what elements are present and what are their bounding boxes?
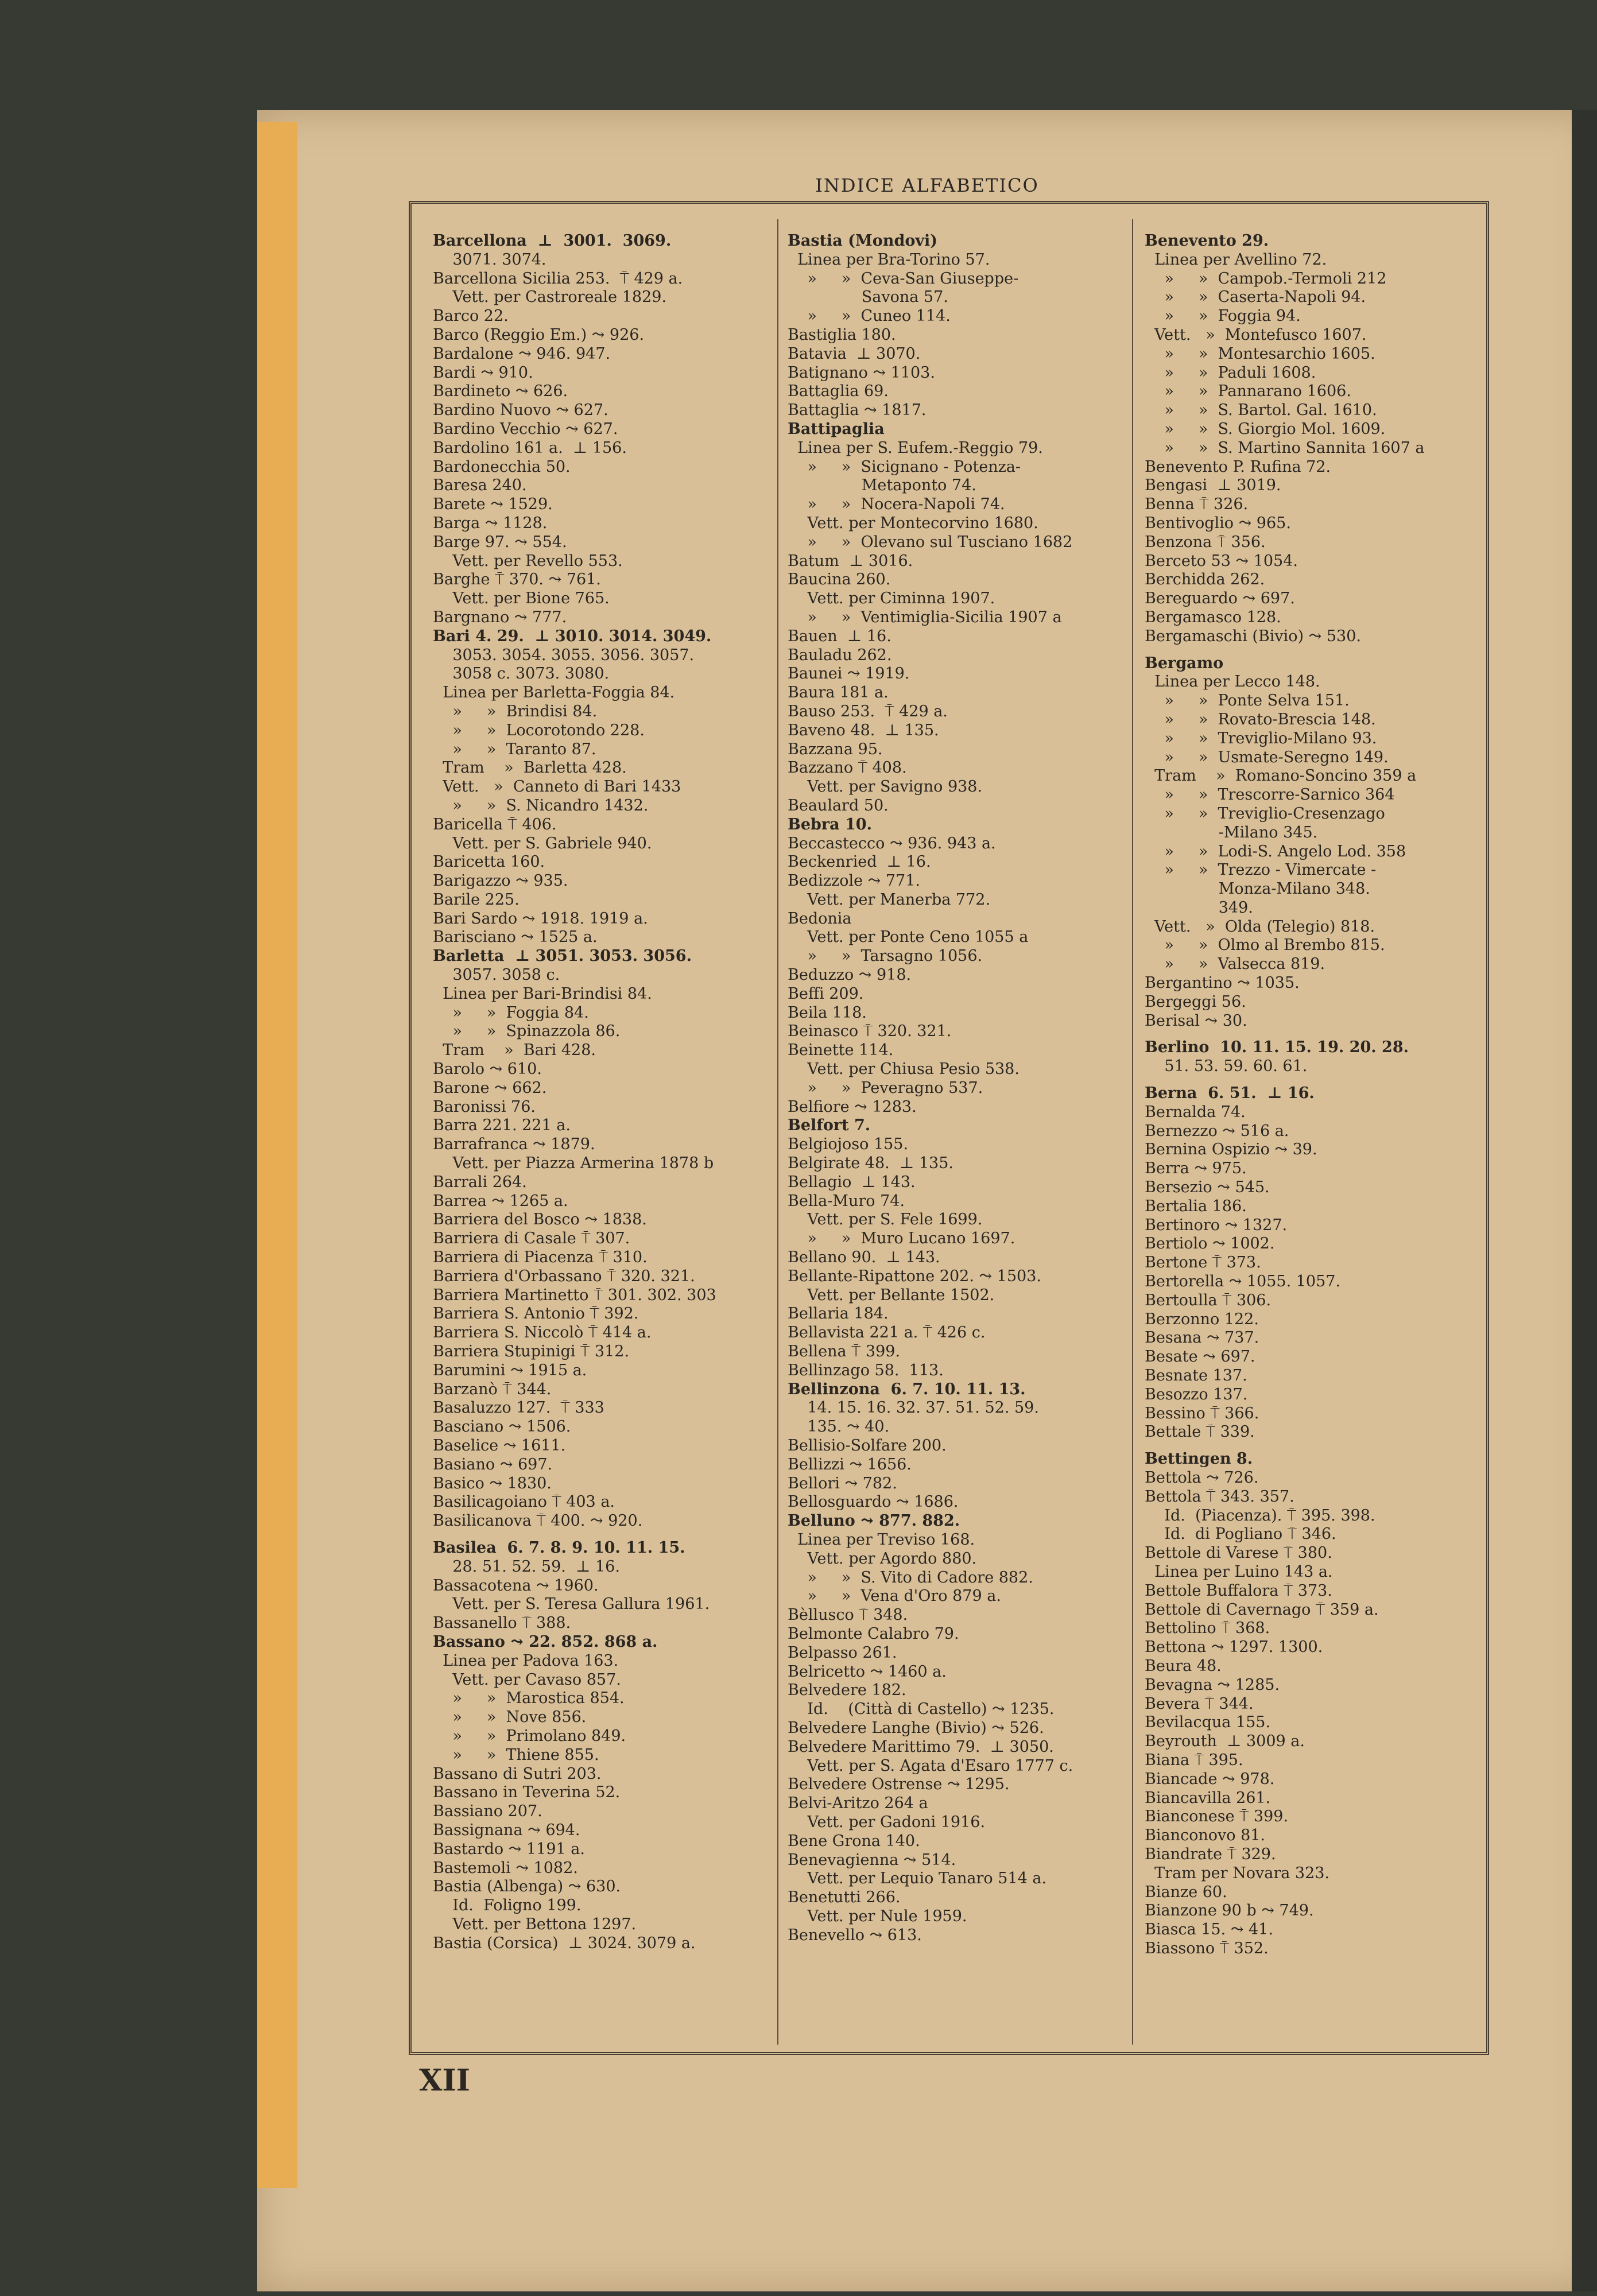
index-entry: Vett. per Nule 1959. bbox=[788, 1907, 967, 1925]
index-entry: » » Pannarano 1606. bbox=[1145, 382, 1351, 401]
index-entry: Bettale ⍑ 339. bbox=[1145, 1423, 1255, 1441]
index-heading-entry: Bellinzona 6. 7. 10. 11. 13. bbox=[788, 1380, 1026, 1398]
index-entry: Belfiore ⤳ 1283. bbox=[788, 1097, 917, 1116]
index-heading-entry: Belfort 7. bbox=[788, 1116, 871, 1135]
index-entry: Linea per Lecco 148. bbox=[1145, 673, 1320, 691]
index-entry: Barriera S. Niccolò ⍑ 414 a. bbox=[433, 1324, 652, 1342]
index-entry: Berzonno 122. bbox=[1145, 1310, 1259, 1328]
index-entry: Linea per Barletta-Foggia 84. bbox=[433, 684, 675, 702]
index-entry: Linea per Luino 143 a. bbox=[1145, 1562, 1333, 1581]
index-heading-entry: Benevento 29. bbox=[1145, 232, 1269, 250]
index-entry: » » Montesarchio 1605. bbox=[1145, 344, 1375, 363]
index-entry: Bellagio ⊥ 143. bbox=[788, 1173, 916, 1191]
index-heading-entry: Bebra 10. bbox=[788, 815, 872, 833]
index-entry: Vett. per Castroreale 1829. bbox=[433, 288, 667, 307]
index-entry: Vett. per Cavaso 857. bbox=[433, 1670, 621, 1689]
index-entry: Linea per Treviso 168. bbox=[788, 1530, 975, 1549]
index-entry: Belgiojoso 155. bbox=[788, 1135, 909, 1154]
index-entry: Basciano ⤳ 1506. bbox=[433, 1418, 571, 1436]
index-heading-entry: Basilea 6. 7. 8. 9. 10. 11. 15. bbox=[433, 1538, 685, 1557]
index-entry: Bastia (Corsica) ⊥ 3024. 3079 a. bbox=[433, 1934, 696, 1952]
index-entry: Bellinzago 58. 113. bbox=[788, 1361, 944, 1379]
index-entry: Bettolino ⍑ 368. bbox=[1145, 1619, 1270, 1638]
index-entry: Vett. per Piazza Armerina 1878 b bbox=[433, 1154, 714, 1173]
index-entry: Bevagna ⤳ 1285. bbox=[1145, 1676, 1280, 1694]
index-entry: Vett. » Olda (Telegio) 818. bbox=[1145, 917, 1375, 936]
index-entry: » » Ceva-San Giuseppe- bbox=[788, 269, 1019, 288]
index-entry: Bellosguardo ⤳ 1686. bbox=[788, 1493, 959, 1511]
index-entry: Vett. per S. Gabriele 940. bbox=[433, 834, 652, 852]
index-entry: Bevera ⍑ 344. bbox=[1145, 1694, 1254, 1713]
index-column-1 bbox=[433, 232, 766, 2040]
index-entry: Basico ⤳ 1830. bbox=[433, 1474, 552, 1492]
index-entry: 349. bbox=[1145, 898, 1253, 917]
index-entry: Battaglia 69. bbox=[788, 382, 889, 401]
index-entry: Bardino Nuovo ⤳ 627. bbox=[433, 401, 608, 420]
index-entry: Bene Grona 140. bbox=[788, 1832, 920, 1850]
index-entry: » » Ventimiglia-Sicilia 1907 a bbox=[788, 608, 1062, 626]
index-entry: Bettola ⍑ 343. 357. bbox=[1145, 1487, 1294, 1506]
index-entry: Bertalia 186. bbox=[1145, 1197, 1247, 1215]
index-entry: Bertinoro ⤳ 1327. bbox=[1145, 1216, 1288, 1234]
index-entry: » » Ponte Selva 151. bbox=[1145, 692, 1350, 710]
index-entry: Baresa 240. bbox=[433, 476, 527, 495]
index-entry: 3053. 3054. 3055. 3056. 3057. bbox=[433, 646, 695, 664]
index-entry: Bianze 60. bbox=[1145, 1883, 1227, 1901]
index-entry: Beinette 114. bbox=[788, 1041, 894, 1060]
index-entry: Barrali 264. bbox=[433, 1173, 527, 1191]
index-entry: Tram » Romano-Soncino 359 a bbox=[1145, 767, 1417, 785]
index-entry: Bassano di Sutri 203. bbox=[433, 1764, 602, 1783]
index-heading-entry: Bergamo bbox=[1145, 654, 1224, 672]
entry-gap bbox=[1145, 1442, 1483, 1450]
index-entry: Barge 97. ⤳ 554. bbox=[433, 533, 567, 551]
index-entry: Benevento P. Rufina 72. bbox=[1145, 457, 1331, 476]
index-entry: Barriera d'Orbassano ⍑ 320. 321. bbox=[433, 1267, 695, 1285]
index-entry: Bereguardo ⤳ 697. bbox=[1145, 589, 1295, 608]
index-entry: Benna ⍑ 326. bbox=[1145, 495, 1249, 514]
index-entry: » » Tarsagno 1056. bbox=[788, 947, 983, 965]
index-entry: 14. 15. 16. 32. 37. 51. 52. 59. bbox=[788, 1399, 1039, 1417]
index-entry: Barriera di Casale ⍑ 307. bbox=[433, 1230, 630, 1248]
index-entry: Vett. per Revello 553. bbox=[433, 552, 623, 570]
index-entry: Bardolino 161 a. ⊥ 156. bbox=[433, 439, 627, 457]
index-entry: » » Brindisi 84. bbox=[433, 702, 598, 720]
index-entry: Barzanò ⍑ 344. bbox=[433, 1380, 552, 1398]
index-entry: Bianzone 90 b ⤳ 749. bbox=[1145, 1902, 1314, 1920]
index-entry: Bardonecchia 50. bbox=[433, 457, 571, 476]
index-entry: Bergeggi 56. bbox=[1145, 992, 1246, 1011]
index-entry: Bergantino ⤳ 1035. bbox=[1145, 974, 1300, 992]
index-entry: Bellori ⤳ 782. bbox=[788, 1474, 897, 1492]
index-heading-entry: Belluno ⤳ 877. 882. bbox=[788, 1512, 960, 1530]
index-entry: » » S. Bartol. Gal. 1610. bbox=[1145, 401, 1377, 420]
index-entry: Bardi ⤳ 910. bbox=[433, 363, 533, 382]
index-entry: » » Usmate-Seregno 149. bbox=[1145, 748, 1389, 766]
index-entry: Belpasso 261. bbox=[788, 1643, 897, 1662]
index-entry: 3057. 3058 c. bbox=[433, 966, 560, 984]
index-entry: Batum ⊥ 3016. bbox=[788, 552, 913, 570]
index-entry: Bauladu 262. bbox=[788, 646, 892, 664]
index-entry: Bellano 90. ⊥ 143. bbox=[788, 1248, 940, 1267]
index-entry: Vett. per Ciminna 1907. bbox=[788, 589, 995, 608]
index-entry: Barrea ⤳ 1265 a. bbox=[433, 1192, 568, 1210]
index-entry: Bellaria 184. bbox=[788, 1305, 889, 1323]
index-entry: Bevilacqua 155. bbox=[1145, 1713, 1271, 1732]
index-entry: Barigazzo ⤳ 935. bbox=[433, 872, 568, 890]
index-heading-entry: Bari 4. 29. ⊥ 3010. 3014. 3049. bbox=[433, 627, 712, 645]
index-entry: » » Caserta-Napoli 94. bbox=[1145, 288, 1366, 307]
index-entry: » » Lodi-S. Angelo Lod. 358 bbox=[1145, 842, 1406, 860]
index-entry: Id. (Città di Castello) ⤳ 1235. bbox=[788, 1700, 1055, 1719]
index-entry: Bellante-Ripattone 202. ⤳ 1503. bbox=[788, 1267, 1041, 1285]
index-entry: Baura 181 a. bbox=[788, 684, 889, 702]
index-entry: Bersezio ⤳ 545. bbox=[1145, 1178, 1270, 1197]
column-divider bbox=[1132, 219, 1133, 2045]
index-entry: Bella-Muro 74. bbox=[788, 1192, 905, 1210]
book-page bbox=[257, 110, 1597, 2291]
index-entry: Linea per Bra-Torino 57. bbox=[788, 250, 990, 269]
page-edge-strip bbox=[257, 122, 297, 2188]
index-entry: Tram » Barletta 428. bbox=[433, 759, 627, 777]
index-entry: Biancade ⤳ 978. bbox=[1145, 1770, 1275, 1788]
index-entry: » » Campob.-Termoli 212 bbox=[1145, 269, 1387, 288]
index-entry: Monza-Milano 348. bbox=[1145, 880, 1370, 898]
index-entry: » » Cuneo 114. bbox=[788, 307, 951, 325]
index-entry: Berra ⤳ 975. bbox=[1145, 1159, 1247, 1178]
index-entry: Basaluzzo 127. ⍑ 333 bbox=[433, 1399, 604, 1417]
index-entry: Berisal ⤳ 30. bbox=[1145, 1011, 1247, 1030]
index-entry: Bertone ⍑ 373. bbox=[1145, 1254, 1261, 1272]
index-entry: Id. (Piacenza). ⍑ 395. 398. bbox=[1145, 1506, 1375, 1525]
index-entry: » » S. Nicandro 1432. bbox=[433, 796, 649, 815]
index-entry: Belvi-Aritzo 264 a bbox=[788, 1794, 928, 1813]
index-entry: Baricetta 160. bbox=[433, 853, 545, 871]
index-entry: Barete ⤳ 1529. bbox=[433, 495, 553, 514]
index-entry: Barghe ⍑ 370. ⤳ 761. bbox=[433, 571, 601, 589]
index-entry: Bettole di Varese ⍑ 380. bbox=[1145, 1544, 1332, 1562]
index-entry: Vett. per Montecorvino 1680. bbox=[788, 514, 1038, 532]
index-entry: Barriera di Piacenza ⍑ 310. bbox=[433, 1248, 648, 1267]
index-entry: » » Taranto 87. bbox=[433, 740, 596, 758]
index-entry: Vett. » Canneto di Bari 1433 bbox=[433, 778, 681, 796]
index-entry: » » S. Vito di Cadore 882. bbox=[788, 1568, 1033, 1587]
index-entry: Belvedere Marittimo 79. ⊥ 3050. bbox=[788, 1737, 1054, 1756]
index-entry: » » Vena d'Oro 879 a. bbox=[788, 1587, 1001, 1605]
index-entry: Belvedere Langhe (Bivio) ⤳ 526. bbox=[788, 1719, 1044, 1737]
index-entry: Vett. per Lequio Tanaro 514 a. bbox=[788, 1870, 1047, 1888]
index-entry: Barolo ⤳ 610. bbox=[433, 1060, 542, 1079]
index-entry: Bauen ⊥ 16. bbox=[788, 627, 891, 645]
index-entry: Id. di Pogliano ⍑ 346. bbox=[1145, 1525, 1336, 1543]
index-entry: Belgirate 48. ⊥ 135. bbox=[788, 1154, 953, 1173]
index-entry: » » Valsecca 819. bbox=[1145, 955, 1325, 974]
index-entry: Biancavilla 261. bbox=[1145, 1789, 1271, 1807]
index-entry: Beccastecco ⤳ 936. 943 a. bbox=[788, 834, 996, 852]
index-entry: Batignano ⤳ 1103. bbox=[788, 363, 935, 382]
index-entry: Linea per Avellino 72. bbox=[1145, 250, 1327, 269]
index-entry: Barumini ⤳ 1915 a. bbox=[433, 1361, 587, 1379]
index-entry: Baselice ⤳ 1611. bbox=[433, 1437, 566, 1455]
index-entry: Battaglia ⤳ 1817. bbox=[788, 401, 927, 420]
entry-gap bbox=[1145, 646, 1483, 654]
index-entry: Barriera Martinetto ⍑ 301. 302. 303 bbox=[433, 1286, 716, 1304]
index-entry: Linea per S. Eufem.-Reggio 79. bbox=[788, 439, 1043, 457]
index-entry: Besate ⤳ 697. bbox=[1145, 1348, 1255, 1366]
index-entry: Benetutti 266. bbox=[788, 1888, 901, 1907]
index-entry: Benevagienna ⤳ 514. bbox=[788, 1851, 956, 1869]
index-entry: » » Paduli 1608. bbox=[1145, 363, 1316, 382]
index-entry: Bassanello ⍑ 388. bbox=[433, 1614, 571, 1632]
index-entry: Benzona ⍑ 356. bbox=[1145, 533, 1266, 551]
index-entry: Bengasi ⊥ 3019. bbox=[1145, 476, 1281, 495]
index-entry: Bargnano ⤳ 777. bbox=[433, 608, 567, 626]
index-entry: » » Muro Lucano 1697. bbox=[788, 1230, 1015, 1248]
index-entry: Belricetto ⤳ 1460 a. bbox=[788, 1662, 947, 1681]
index-entry: Id. Foligno 199. bbox=[433, 1896, 582, 1915]
entry-gap bbox=[1145, 1030, 1483, 1038]
index-entry: Biassono ⍑ 352. bbox=[1145, 1939, 1269, 1957]
index-entry: Bastia (Albenga) ⤳ 630. bbox=[433, 1878, 621, 1896]
index-entry: Biandrate ⍑ 329. bbox=[1145, 1845, 1276, 1863]
index-entry: Bèllusco ⍑ 348. bbox=[788, 1606, 908, 1624]
index-entry: » » Marostica 854. bbox=[433, 1689, 625, 1708]
index-heading-entry: Barcellona ⊥ 3001. 3069. bbox=[433, 232, 672, 250]
index-entry: Barra 221. 221 a. bbox=[433, 1116, 571, 1135]
index-entry: Barile 225. bbox=[433, 890, 520, 909]
index-entry: Bergamaschi (Bivio) ⤳ 530. bbox=[1145, 627, 1361, 645]
index-entry: Barrafranca ⤳ 1879. bbox=[433, 1135, 595, 1154]
index-entry: Beffi 209. bbox=[788, 984, 864, 1003]
index-entry: Basiano ⤳ 697. bbox=[433, 1455, 553, 1473]
index-entry: Basilicagoiano ⍑ 403 a. bbox=[433, 1493, 615, 1511]
index-entry: » » Thiene 855. bbox=[433, 1746, 599, 1764]
index-entry: Bassano in Teverina 52. bbox=[433, 1783, 621, 1802]
index-entry: Vett. per Savigno 938. bbox=[788, 778, 983, 796]
index-entry: Bardalone ⤳ 946. 947. bbox=[433, 344, 611, 363]
index-entry: Bellavista 221 a. ⍑ 426 c. bbox=[788, 1324, 986, 1342]
index-entry: Besnate 137. bbox=[1145, 1367, 1247, 1385]
index-entry: Bardino Vecchio ⤳ 627. bbox=[433, 420, 618, 438]
index-entry: Bedizzole ⤳ 771. bbox=[788, 872, 920, 890]
index-entry: Belvedere Ostrense ⤳ 1295. bbox=[788, 1775, 1010, 1794]
index-entry: Bastardo ⤳ 1191 a. bbox=[433, 1840, 585, 1858]
index-entry: Linea per Bari-Brindisi 84. bbox=[433, 984, 652, 1003]
index-entry: Barcellona Sicilia 253. ⍑ 429 a. bbox=[433, 269, 683, 288]
index-entry: Tram » Bari 428. bbox=[433, 1041, 596, 1060]
index-entry: Linea per Padova 163. bbox=[433, 1651, 619, 1670]
index-entry: Barco 22. bbox=[433, 307, 509, 325]
index-entry: » » Locorotondo 228. bbox=[433, 721, 645, 739]
entry-gap bbox=[1145, 1076, 1483, 1084]
index-entry: Bazzana 95. bbox=[788, 740, 883, 758]
index-entry: » » S. Giorgio Mol. 1609. bbox=[1145, 420, 1386, 438]
index-entry: 28. 51. 52. 59. ⊥ 16. bbox=[433, 1557, 620, 1576]
index-heading-entry: Berlino 10. 11. 15. 19. 20. 28. bbox=[1145, 1038, 1409, 1057]
index-entry: Vett. per Bione 765. bbox=[433, 589, 610, 608]
index-entry: Bianconovo 81. bbox=[1145, 1826, 1266, 1845]
index-entry: Bari Sardo ⤳ 1918. 1919 a. bbox=[433, 909, 648, 928]
index-entry: Beaulard 50. bbox=[788, 796, 889, 815]
index-entry: Berceto 53 ⤳ 1054. bbox=[1145, 552, 1298, 570]
index-heading-entry: Bettingen 8. bbox=[1145, 1450, 1253, 1468]
index-entry: Bernezzo ⤳ 516 a. bbox=[1145, 1122, 1289, 1140]
index-entry: Bertorella ⤳ 1055. 1057. bbox=[1145, 1273, 1341, 1291]
index-entry: » » Olmo al Brembo 815. bbox=[1145, 936, 1385, 955]
index-entry: Savona 57. bbox=[788, 288, 948, 307]
index-entry: Baveno 48. ⊥ 135. bbox=[788, 721, 939, 739]
index-heading-entry: Barletta ⊥ 3051. 3053. 3056. bbox=[433, 947, 692, 965]
index-entry: Baricella ⍑ 406. bbox=[433, 815, 557, 833]
index-entry: Vett. » Montefusco 1607. bbox=[1145, 325, 1367, 344]
index-entry: Baronissi 76. bbox=[433, 1097, 536, 1116]
index-entry: Bettole di Cavernago ⍑ 359 a. bbox=[1145, 1600, 1379, 1619]
index-entry: » » Trescorre-Sarnico 364 bbox=[1145, 786, 1395, 804]
index-entry: Benevello ⤳ 613. bbox=[788, 1926, 922, 1944]
index-heading-entry: Berna 6. 51. ⊥ 16. bbox=[1145, 1084, 1315, 1103]
index-entry: Bassacotena ⤳ 1960. bbox=[433, 1576, 599, 1595]
index-entry: Beinasco ⍑ 320. 321. bbox=[788, 1022, 952, 1041]
index-entry: » » Rovato-Brescia 148. bbox=[1145, 710, 1376, 728]
page-header: INDICE ALFABETICO bbox=[815, 174, 1039, 196]
index-entry: Belmonte Calabro 79. bbox=[788, 1624, 959, 1643]
entry-gap bbox=[433, 1531, 766, 1539]
index-entry: » » Olevano sul Tusciano 1682 bbox=[788, 533, 1073, 551]
index-entry: Barco (Reggio Em.) ⤳ 926. bbox=[433, 325, 645, 344]
index-entry: Vett. per S. Teresa Gallura 1961. bbox=[433, 1595, 710, 1614]
page-right-shadow bbox=[1572, 110, 1597, 2291]
index-entry: Barga ⤳ 1128. bbox=[433, 514, 548, 532]
index-entry: Barriera del Bosco ⤳ 1838. bbox=[433, 1211, 647, 1229]
index-entry: Bernina Ospizio ⤳ 39. bbox=[1145, 1141, 1317, 1159]
index-entry: Barisciano ⤳ 1525 a. bbox=[433, 928, 598, 947]
index-entry: Tram per Novara 323. bbox=[1145, 1864, 1330, 1882]
index-entry: Beyrouth ⊥ 3009 a. bbox=[1145, 1732, 1305, 1751]
index-entry: Besana ⤳ 737. bbox=[1145, 1329, 1259, 1347]
index-entry: 51. 53. 59. 60. 61. bbox=[1145, 1057, 1308, 1076]
index-entry: Bettole Buffalora ⍑ 373. bbox=[1145, 1581, 1332, 1600]
index-entry: Berchidda 262. bbox=[1145, 571, 1265, 589]
index-entry: Bastemoli ⤳ 1082. bbox=[433, 1859, 578, 1877]
index-entry: » » Peveragno 537. bbox=[788, 1079, 983, 1097]
index-column-3 bbox=[1145, 232, 1483, 2040]
index-entry: Beckenried ⊥ 16. bbox=[788, 853, 931, 871]
index-entry: Vett. per Manerba 772. bbox=[788, 890, 991, 909]
index-entry: Bergamasco 128. bbox=[1145, 608, 1281, 626]
page-number: XII bbox=[419, 2063, 470, 2098]
index-entry: » » S. Martino Sannita 1607 a bbox=[1145, 439, 1425, 457]
index-entry: Belvedere 182. bbox=[788, 1681, 906, 1700]
index-entry: Bettona ⤳ 1297. 1300. bbox=[1145, 1638, 1323, 1657]
index-heading-entry: Battipaglia bbox=[788, 420, 885, 438]
index-entry: Beduzzo ⤳ 918. bbox=[788, 966, 912, 984]
index-entry: » » Treviglio-Cresenzago bbox=[1145, 804, 1385, 823]
index-entry: Beura 48. bbox=[1145, 1657, 1222, 1675]
index-entry: Bazzano ⍑ 408. bbox=[788, 759, 907, 777]
index-entry: Bassignana ⤳ 694. bbox=[433, 1821, 580, 1839]
index-entry: Besozzo 137. bbox=[1145, 1385, 1248, 1403]
index-entry: Biasca 15. ⤳ 41. bbox=[1145, 1921, 1273, 1939]
index-entry: Beila 118. bbox=[788, 1003, 867, 1022]
index-entry: -Milano 345. bbox=[1145, 823, 1318, 841]
index-entry: Bertiolo ⤳ 1002. bbox=[1145, 1235, 1275, 1253]
index-entry: Vett. per Agordo 880. bbox=[788, 1549, 977, 1568]
index-entry: » » Nove 856. bbox=[433, 1708, 587, 1727]
index-entry: Vett. per S. Agata d'Esaro 1777 c. bbox=[788, 1756, 1073, 1775]
index-entry: Bellizzi ⤳ 1656. bbox=[788, 1455, 912, 1473]
index-entry: Batavia ⊥ 3070. bbox=[788, 344, 921, 363]
index-entry: Bianconese ⍑ 399. bbox=[1145, 1808, 1289, 1826]
index-entry: Bentivoglio ⤳ 965. bbox=[1145, 514, 1291, 532]
index-heading-entry: Bassano ⤳ 22. 852. 868 a. bbox=[433, 1632, 658, 1651]
index-entry: Barriera S. Antonio ⍑ 392. bbox=[433, 1305, 639, 1323]
index-entry: » » Foggia 94. bbox=[1145, 307, 1301, 325]
index-entry: Vett. per Bellante 1502. bbox=[788, 1286, 995, 1304]
index-entry: Bauso 253. ⍑ 429 a. bbox=[788, 702, 948, 720]
index-entry: Metaponto 74. bbox=[788, 476, 976, 495]
index-entry: Bessino ⍑ 366. bbox=[1145, 1404, 1259, 1422]
index-entry: Bassiano 207. bbox=[433, 1802, 542, 1821]
index-entry: Basilicanova ⍑ 400. ⤳ 920. bbox=[433, 1512, 643, 1530]
index-entry: Bertoulla ⍑ 306. bbox=[1145, 1291, 1272, 1309]
index-entry: Bellena ⍑ 399. bbox=[788, 1343, 901, 1361]
index-entry: » » Sicignano - Potenza- bbox=[788, 457, 1021, 476]
index-entry: Bernalda 74. bbox=[1145, 1103, 1246, 1121]
index-entry: Baucina 260. bbox=[788, 571, 891, 589]
index-entry: Biana ⍑ 395. bbox=[1145, 1751, 1243, 1769]
index-entry: Bedonia bbox=[788, 909, 852, 928]
index-entry: » » Spinazzola 86. bbox=[433, 1022, 621, 1041]
index-entry: Bettola ⤳ 726. bbox=[1145, 1469, 1259, 1487]
index-entry: Vett. per S. Fele 1699. bbox=[788, 1211, 983, 1229]
index-entry: Barriera Stupinigi ⍑ 312. bbox=[433, 1343, 630, 1361]
index-entry: Barone ⤳ 662. bbox=[433, 1079, 547, 1097]
index-entry: Baunei ⤳ 1919. bbox=[788, 665, 910, 683]
index-entry: » » Foggia 84. bbox=[433, 1003, 589, 1022]
index-column-2 bbox=[788, 232, 1121, 2040]
index-entry: » » Nocera-Napoli 74. bbox=[788, 495, 1005, 514]
index-heading-entry: Bastia (Mondovi) bbox=[788, 232, 938, 250]
index-entry: Vett. per Bettona 1297. bbox=[433, 1915, 637, 1933]
index-entry: Bellisio-Solfare 200. bbox=[788, 1437, 947, 1455]
index-entry: » » Primolano 849. bbox=[433, 1727, 626, 1745]
index-entry: Vett. per Ponte Ceno 1055 a bbox=[788, 928, 1029, 947]
index-entry: Bastiglia 180. bbox=[788, 325, 896, 344]
column-divider bbox=[777, 219, 778, 2045]
index-entry: 3071. 3074. bbox=[433, 250, 546, 269]
index-entry: » » Trezzo - Vimercate - bbox=[1145, 861, 1377, 879]
index-entry: » » Treviglio-Milano 93. bbox=[1145, 729, 1377, 747]
index-entry: 135. ⤳ 40. bbox=[788, 1418, 890, 1436]
index-entry: Vett. per Gadoni 1916. bbox=[788, 1813, 986, 1831]
index-entry: Vett. per Chiusa Pesio 538. bbox=[788, 1060, 1020, 1079]
index-entry: Bardineto ⤳ 626. bbox=[433, 382, 568, 401]
index-entry: 3058 c. 3073. 3080. bbox=[433, 665, 610, 683]
